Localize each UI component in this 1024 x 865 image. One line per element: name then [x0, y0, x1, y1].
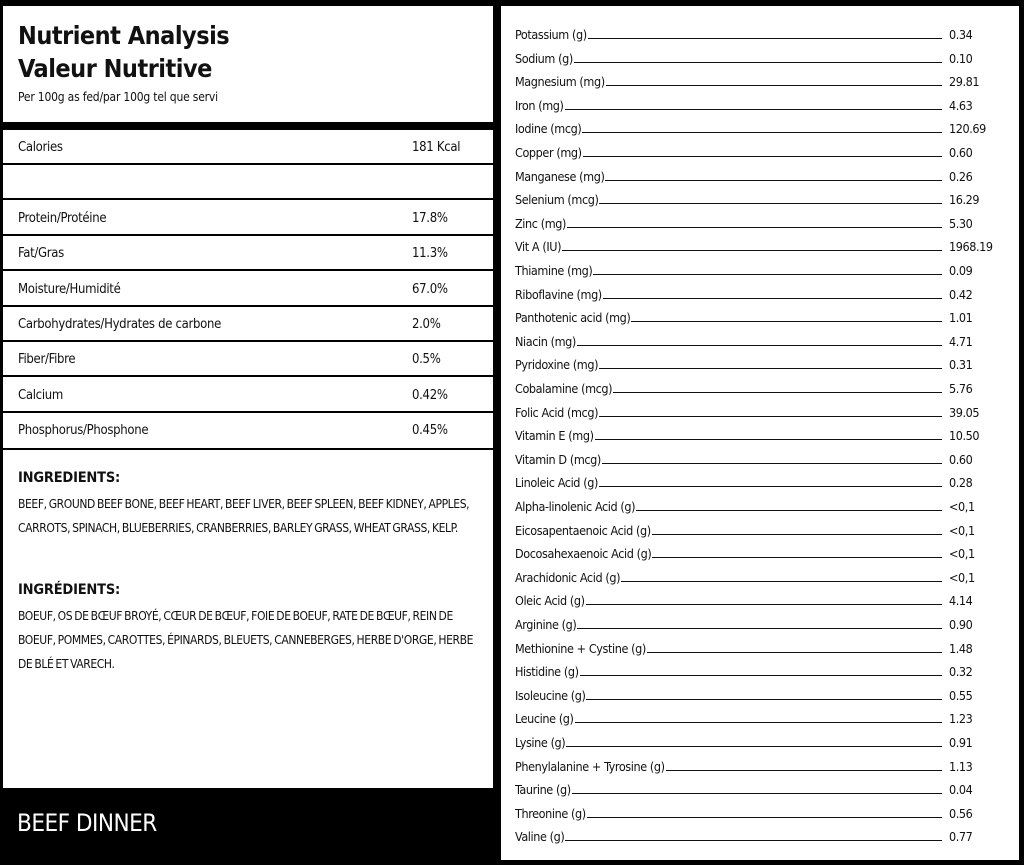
nutrient-row [515, 260, 995, 283]
nutrient-row [515, 520, 995, 543]
nutrient-value: <0,1 [949, 569, 975, 585]
nutrient-row [515, 708, 995, 731]
nutrient-value: 0.26 [949, 168, 973, 184]
nutrient-row [515, 213, 995, 236]
analysis-label: Fat/Gras [18, 246, 64, 262]
nutrient-row [515, 189, 995, 212]
nutrient-row [515, 614, 995, 637]
nutrient-label: Niacin (mg) [515, 333, 576, 349]
nutrient-value: 5.76 [949, 381, 973, 396]
nutrient-row [515, 732, 995, 755]
leader-line [599, 192, 942, 204]
nutrient-value: 4.63 [949, 97, 973, 113]
nutrient-row [515, 402, 995, 425]
nutrient-value: 0.77 [949, 829, 973, 845]
nutrient-row [515, 826, 995, 849]
analysis-row [3, 342, 493, 377]
analysis-label: Phosphorus/Phosphone [18, 423, 149, 439]
nutrient-label: Riboflavine (mg) [515, 286, 602, 302]
nutrient-label: Magnesium (mg) [515, 74, 605, 90]
nutrient-row [515, 661, 995, 684]
nutrient-value: 0.42 [949, 286, 973, 302]
ingredients-section [3, 450, 493, 788]
nutrient-label: Arachidonic Acid (g) [515, 569, 621, 585]
nutrient-value: 0.60 [949, 145, 973, 160]
leader-line [577, 334, 942, 346]
analysis-row [3, 307, 493, 342]
nutrient-label: Iodine (mcg) [515, 121, 582, 137]
leader-line [586, 593, 942, 605]
nutrient-label: Eicosapentaenoic Acid (g) [515, 522, 651, 538]
leader-line [599, 475, 942, 487]
analysis-row [3, 165, 493, 200]
analysis-value: 11.3% [412, 246, 448, 262]
nutrient-row [515, 118, 995, 141]
leader-line [567, 216, 942, 228]
nutrient-value: 0.28 [949, 475, 973, 491]
nutrient-row [515, 472, 995, 495]
analysis-row [3, 272, 493, 307]
nutrient-label: Docosahexaenoic Acid (g) [515, 546, 652, 562]
nutrient-value: 1.23 [949, 711, 973, 727]
leader-line [587, 806, 942, 818]
nutrient-value: 39.05 [949, 404, 980, 420]
leader-line [580, 664, 942, 676]
nutrient-row [515, 378, 995, 401]
nutrient-label: Manganese (mg) [515, 168, 605, 184]
ingredients-list-french: BOEUF, OS DE BŒUF BROYÉ, CŒUR DE BŒUF, FOIE DE BOEUF, RATE DE BŒUF, REIN DE BOEUF, POMMES, CAROTTES, ÉPINARDS, BLEUETS, CANNEBERGES, HERBE D'ORGE, HERBE DE BLÉ ET VARECH. [18, 609, 474, 671]
analysis-row [3, 201, 493, 236]
analysis-row [3, 130, 493, 165]
nutrient-row [515, 543, 995, 566]
nutrient-label: Copper (mg) [515, 145, 582, 160]
guaranteed-analysis-table [3, 130, 493, 448]
leader-line [652, 546, 942, 558]
nutrient-label: Oleic Acid (g) [515, 593, 585, 609]
leader-line [599, 357, 942, 369]
nutrient-label: Phenylalanine + Tyrosine (g) [515, 758, 665, 774]
nutrient-label: Methionine + Cystine (g) [515, 640, 646, 656]
nutrient-value: 0.34 [949, 27, 973, 42]
nutrient-value: 0.60 [949, 451, 973, 467]
analysis-row [3, 378, 493, 413]
nutrient-label: Taurine (g) [515, 782, 571, 798]
nutrient-row [515, 756, 995, 779]
nutrient-value: 0.55 [949, 687, 973, 703]
leader-line [613, 381, 942, 393]
nutrient-label: Sodium (g) [515, 50, 573, 66]
analysis-label: Fiber/Fibre [18, 352, 76, 368]
nutrient-label: Arginine (g) [515, 617, 577, 632]
leader-line [583, 145, 942, 157]
nutrient-value: 1.48 [949, 640, 973, 656]
nutrient-value: 120.69 [949, 121, 986, 137]
nutrient-value: 5.30 [949, 215, 973, 231]
nutrient-value: 1.13 [949, 758, 973, 774]
nutrient-value: 1968.19 [949, 239, 993, 255]
nutrient-row [515, 71, 995, 94]
nutrient-label: Pyridoxine (mg) [515, 357, 599, 373]
nutrient-value: 4.71 [949, 333, 973, 349]
label-header [3, 6, 493, 122]
ingredients-heading-french: INGRÉDIENTS: [18, 582, 121, 598]
leader-line [575, 711, 942, 723]
analysis-value: 0.42% [412, 387, 448, 403]
analysis-label: Calories [18, 140, 63, 155]
nutrient-row [515, 236, 995, 259]
nutrient-row [515, 331, 995, 354]
nutrient-label: Panthotenic acid (mg) [515, 310, 631, 326]
title-french: Valeur Nutritive [18, 54, 212, 83]
nutrient-row [515, 779, 995, 802]
leader-line [652, 523, 942, 535]
nutrient-label: Alpha-linolenic Acid (g) [515, 499, 636, 514]
analysis-row [3, 236, 493, 271]
analysis-value: 0.5% [412, 352, 441, 368]
leader-line [599, 405, 942, 417]
leader-line [631, 310, 942, 322]
nutrient-value: 29.81 [949, 74, 980, 90]
nutrient-value: 1.01 [949, 310, 973, 326]
nutrient-value: <0,1 [949, 522, 975, 538]
leader-line [588, 27, 942, 39]
analysis-value: 181 Kcal [412, 140, 461, 155]
analysis-value: 0.45% [412, 423, 448, 439]
leader-line [605, 169, 942, 181]
nutrient-label: Linoleic Acid (g) [515, 475, 598, 491]
nutrient-label: Potassium (g) [515, 27, 587, 42]
leader-line [647, 641, 942, 653]
nutrient-label: Folic Acid (mcg) [515, 404, 599, 420]
leader-line [603, 287, 942, 299]
leader-line [595, 428, 942, 440]
analysis-value: 17.8% [412, 210, 448, 226]
nutrient-value: 0.91 [949, 735, 973, 750]
product-name: BEEF DINNER [17, 809, 157, 837]
leader-line [562, 239, 942, 251]
ingredients-list-english: BEEF, GROUND BEEF BONE, BEEF HEART, BEEF LIVER, BEEF SPLEEN, BEEF KIDNEY, APPLES, CARROTS, SPINACH, BLUEBERRIES, CRANBERRIES, BARLEY GRASS, WHEAT GRASS, KELP. [18, 497, 470, 535]
leader-line [577, 617, 942, 629]
nutrient-detail-list [501, 6, 1019, 860]
analysis-label: Moisture/Humidité [18, 281, 121, 297]
nutrient-value: <0,1 [949, 499, 975, 514]
leader-line [602, 452, 942, 464]
nutrient-row [515, 449, 995, 472]
leader-line [572, 782, 942, 794]
analysis-label: Calcium [18, 387, 63, 403]
nutrient-row [515, 685, 995, 708]
nutrient-label: Thiamine (mg) [515, 263, 593, 278]
nutrient-row [515, 284, 995, 307]
nutrient-label: Vitamin D (mcg) [515, 451, 601, 467]
nutrient-label: Vitamin E (mg) [515, 428, 594, 444]
analysis-row [3, 413, 493, 448]
nutrient-label: Lysine (g) [515, 735, 566, 750]
nutrient-value: 0.32 [949, 664, 973, 680]
analysis-value: 67.0% [412, 281, 448, 297]
nutrient-value: 0.56 [949, 805, 973, 821]
leader-line [565, 829, 942, 841]
title-english: Nutrient Analysis [18, 21, 230, 50]
nutrient-row [515, 638, 995, 661]
nutrient-row [515, 95, 995, 118]
nutrient-label: Zinc (mg) [515, 215, 566, 231]
leader-line [565, 98, 942, 110]
nutrient-row [515, 307, 995, 330]
nutrient-value: 0.09 [949, 263, 973, 278]
nutrient-row [515, 142, 995, 165]
nutrient-row [515, 354, 995, 377]
nutrient-row [515, 48, 995, 71]
leader-line [621, 570, 942, 582]
leader-line [574, 51, 942, 63]
analysis-label: Carbohydrates/Hydrates de carbone [18, 317, 222, 332]
nutrient-value: 10.50 [949, 428, 980, 444]
leader-line [606, 74, 942, 86]
nutrient-label: Threonine (g) [515, 805, 586, 821]
ingredients-heading-english: INGREDIENTS: [18, 470, 121, 486]
nutrient-value: <0,1 [949, 546, 975, 562]
leader-line [636, 499, 942, 511]
nutrient-row [515, 24, 995, 47]
nutrient-label: Leucine (g) [515, 711, 574, 727]
nutrient-label: Selenium (mcg) [515, 192, 599, 208]
leader-line [666, 759, 942, 771]
nutrient-label: Cobalamine (mcg) [515, 381, 613, 396]
leader-line [586, 688, 942, 700]
leader-line [593, 263, 942, 275]
nutrient-row [515, 803, 995, 826]
nutrient-row [515, 590, 995, 613]
leader-line [566, 735, 942, 747]
nutrient-row [515, 567, 995, 590]
leader-line [582, 121, 942, 133]
nutrient-value: 0.31 [949, 357, 973, 373]
nutrient-value: 4.14 [949, 593, 973, 609]
serving-basis: Per 100g as fed/par 100g tel que servi [18, 90, 218, 104]
nutrient-value: 0.90 [949, 617, 973, 632]
nutrient-label: Histidine (g) [515, 664, 579, 680]
analysis-label: Protein/Protéine [18, 210, 107, 226]
nutrient-row [515, 166, 995, 189]
nutrient-label: Vit A (IU) [515, 239, 562, 255]
nutrient-value: 0.10 [949, 50, 973, 66]
nutrient-row [515, 496, 995, 519]
nutrient-value: 0.04 [949, 782, 973, 798]
nutrient-value: 16.29 [949, 192, 980, 208]
nutrient-label: Isoleucine (g) [515, 687, 586, 703]
nutrient-row [515, 425, 995, 448]
nutrient-label: Valine (g) [515, 829, 565, 845]
nutrient-label: Iron (mg) [515, 97, 564, 113]
analysis-value: 2.0% [412, 317, 441, 332]
